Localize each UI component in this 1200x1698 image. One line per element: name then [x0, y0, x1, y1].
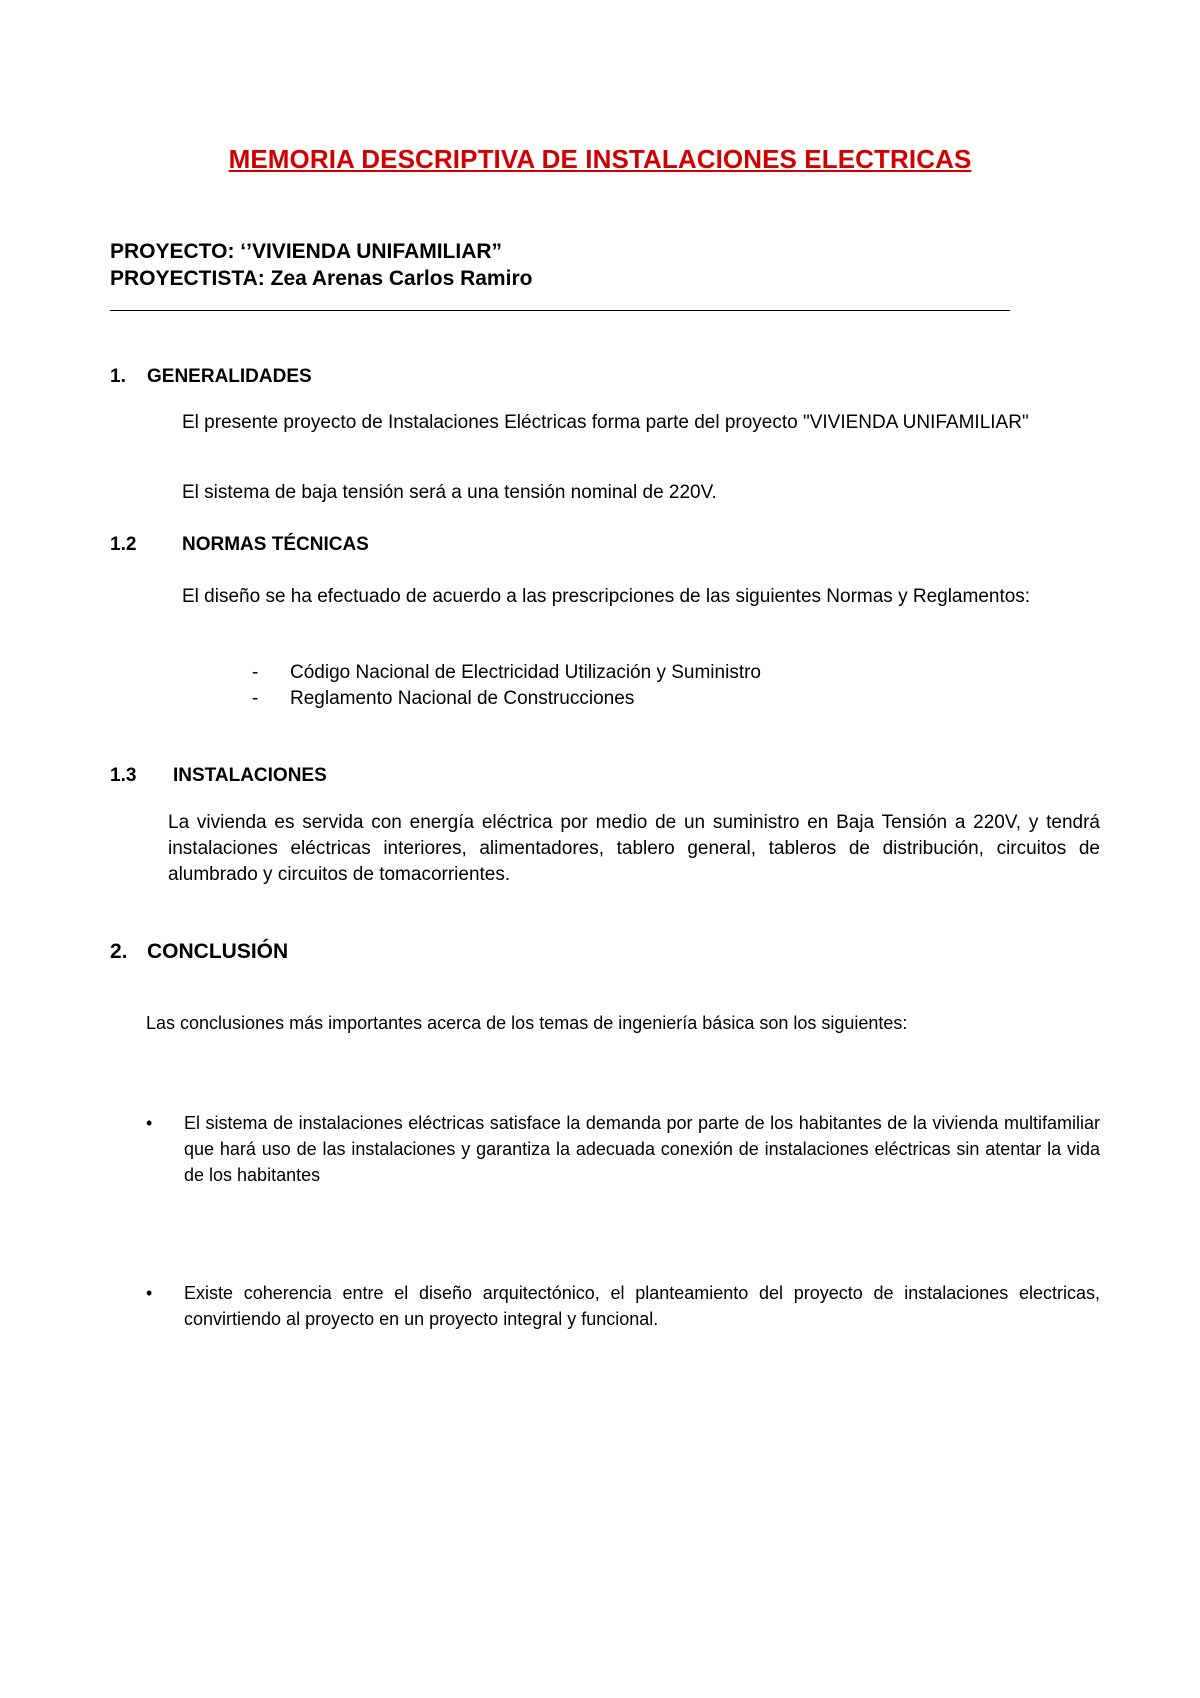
section-1-2-paragraph: El diseño se ha efectuado de acuerdo a las prescripciones de las siguientes Normas y Reglamentos: [182, 586, 1031, 607]
bullet-marker: • [146, 1283, 153, 1303]
section-1-paragraph-2: El sistema de baja tensión será a una tensión nominal de 220V. [182, 482, 717, 503]
list-item [252, 688, 952, 714]
dash-marker: - [252, 662, 259, 683]
bullet-text: El sistema de instalaciones eléctricas satisface la demanda por parte de los habitantes de la vivienda multifamiliar que hará uso de las instalaciones y garantiza la adecuada conexión de instalaciones eléctricas sin atentar la vida de los habitantes [184, 1113, 1100, 1185]
section-number: 1.3 [110, 765, 137, 786]
section-title: NORMAS TÉCNICAS [182, 534, 369, 555]
list-item-text: Reglamento Nacional de Construcciones [290, 688, 635, 709]
section-title: INSTALACIONES [173, 765, 327, 786]
header-divider [110, 310, 1010, 311]
document-title: MEMORIA DESCRIPTIVA DE INSTALACIONES ELECTRICAS [228, 144, 972, 174]
bullet-marker: • [146, 1113, 153, 1133]
bullet-item [146, 1110, 1100, 1190]
section-2-heading [110, 940, 289, 964]
bullet-item [146, 1280, 1100, 1334]
section-title: CONCLUSIÓN [147, 940, 289, 963]
section-1-3-paragraph: La vivienda es servida con energía eléctrica por medio de un suministro en Baja Tensión a 220V, y tendrá instalaciones eléctricas interiores, alimentadores, tablero general, tableros de distribución, circuitos de alumbrado y circuitos de tomacorrientes. [168, 812, 1100, 885]
section-title: GENERALIDADES [147, 366, 312, 387]
list-item-text: Código Nacional de Electricidad Utilización y Suministro [290, 662, 761, 683]
section-number: 1. [110, 366, 126, 387]
dash-marker: - [252, 688, 259, 709]
section-1-3-heading [110, 765, 327, 787]
conclusion-intro: Las conclusiones más importantes acerca de los temas de ingeniería básica son los siguientes: [146, 1013, 908, 1033]
section-1-heading [110, 366, 312, 388]
project-name: PROYECTO: ‘’VIVIENDA UNIFAMILIAR” [110, 240, 503, 263]
section-number: 1.2 [110, 534, 137, 555]
section-number: 2. [110, 940, 128, 963]
section-1-2-heading [110, 534, 369, 556]
list-item [252, 662, 952, 688]
section-1-paragraph-1: El presente proyecto de Instalaciones Eléctricas forma parte del proyecto "VIVIENDA UNIFAMILIAR" [182, 412, 1029, 433]
bullet-text: Existe coherencia entre el diseño arquitectónico, el planteamiento del proyecto de instalaciones electricas, convirtiendo al proyecto en un proyecto integral y funcional. [184, 1283, 1100, 1329]
project-designer: PROYECTISTA: Zea Arenas Carlos Ramiro [110, 267, 533, 290]
